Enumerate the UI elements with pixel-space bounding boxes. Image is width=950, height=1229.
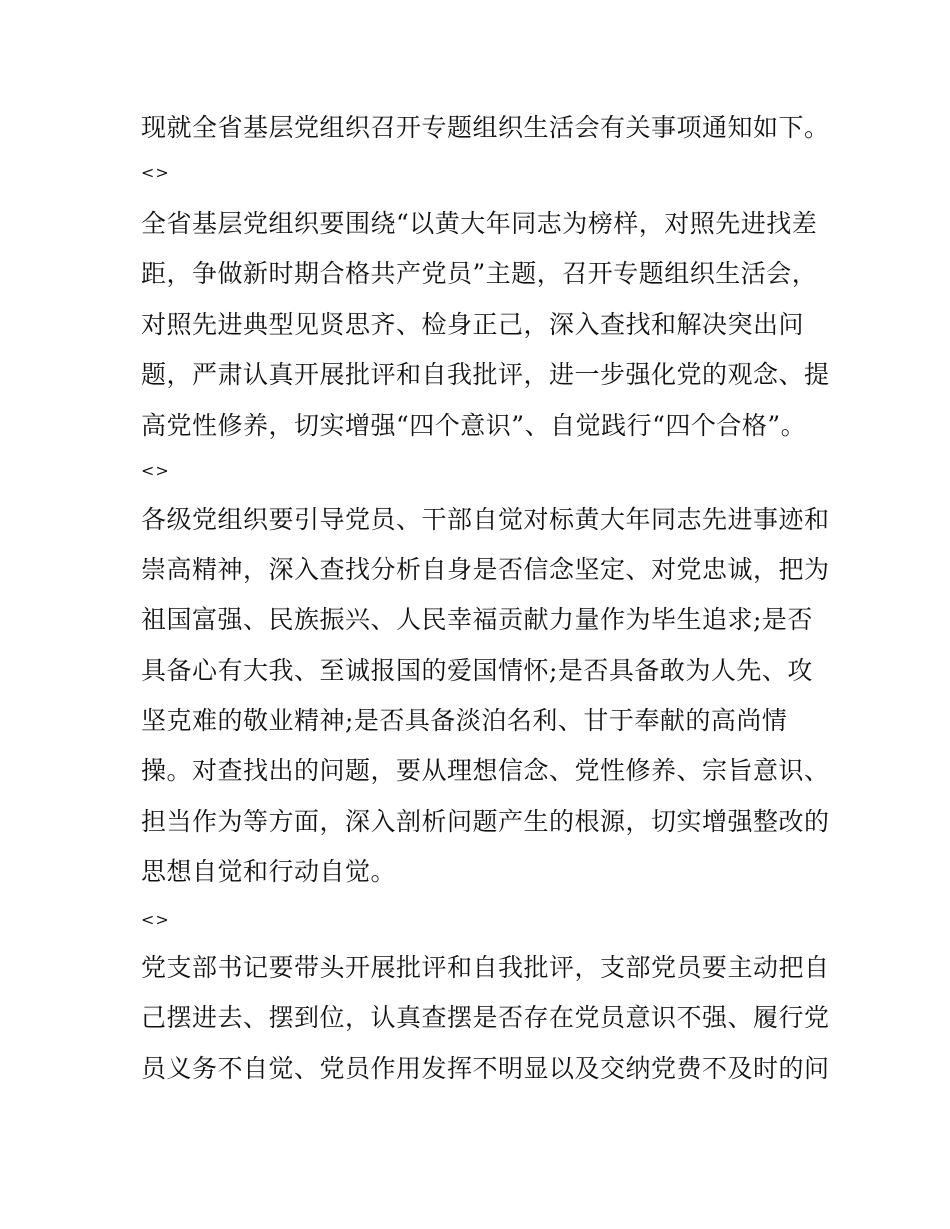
text-line: 坚克难的敬业精神;是否具备淡泊名利、甘于奉献的高尚情 xyxy=(141,706,788,735)
text-line: 题，严肃认真开展批评和自我批评，进一步强化党的观念、提 xyxy=(141,360,830,389)
text-line: 操。对查找出的问题，要从理想信念、党性修养、宗旨意识、 xyxy=(141,756,830,785)
section-marker: <> xyxy=(141,163,170,182)
text-line: 各级党组织要引导党员、干部自觉对标黄大年同志先进事迹和 xyxy=(141,505,830,534)
text-line: 崇高精神，深入查找分析自身是否信念坚定、对党忠诚，把为 xyxy=(141,555,830,584)
section-marker: <> xyxy=(141,910,170,929)
text-line: 具备心有大我、至诚报国的爱国情怀;是否具备敢为人先、攻 xyxy=(141,656,813,685)
text-line: 现就全省基层党组织召开专题组织生活会有关事项通知如下。 xyxy=(141,113,830,142)
text-line: 员义务不自觉、党员作用发挥不明显以及交纳党费不及时的问 xyxy=(141,1054,830,1083)
text-line: 距，争做新时期合格共产党员”主题，召开专题组织生活会， xyxy=(141,259,818,288)
text-line: 思想自觉和行动自觉。 xyxy=(141,857,397,886)
text-line: 己摆进去、摆到位，认真查摆是否存在党员意识不强、履行党 xyxy=(141,1003,830,1032)
text-line: 高党性修养，切实增强“四个意识”、自觉践行“四个合格”。 xyxy=(141,411,807,440)
text-line: 对照先进典型见贤思齐、检身正己，深入查找和解决突出问 xyxy=(141,310,805,339)
text-line: 全省基层党组织要围绕“以黄大年同志为榜样，对照先进找差 xyxy=(141,209,818,238)
text-line: 担当作为等方面，深入剖析问题产生的根源，切实增强整改的 xyxy=(141,807,830,836)
text-line: 党支部书记要带头开展批评和自我批评，支部党员要主动把自 xyxy=(141,953,830,982)
section-marker: <> xyxy=(141,461,170,480)
text-line: 祖国富强、民族振兴、人民幸福贡献力量作为毕生追求;是否 xyxy=(141,605,813,634)
